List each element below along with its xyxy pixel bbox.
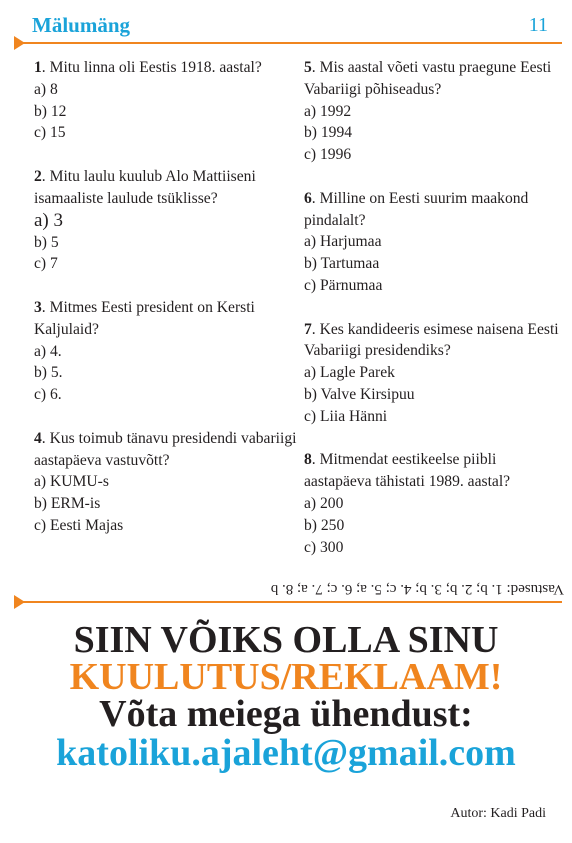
answer-option: a) KUMU-s [34,473,109,491]
answer-option: c) Liia Hänni [304,407,388,425]
answer-option: c) 300 [304,538,344,556]
left-column [34,57,299,559]
ad-highlight: KUULUTUS/REKLAAM! [69,656,503,698]
ad-contact-prompt: Võta meiega ühendust: [99,693,473,735]
answer-option: c) 7 [34,255,58,273]
quiz-question [34,57,299,144]
question-number: 8 [304,451,312,469]
right-column [304,57,566,580]
question-text: . Mitmes Eesti president on Kersti Kaljulaid? [34,298,255,338]
answer-option: b) 12 [34,102,67,120]
answer-option: b) 5. [34,364,63,382]
answer-option: b) Valve Kirsipuu [304,385,415,403]
advertisement-block [0,619,572,774]
author-credit: Autor: Kadi Padi [450,806,546,821]
question-number: 5 [304,59,312,76]
answer-option: a) 1992 [304,102,352,120]
answer-option: a) 8 [34,80,58,98]
question-number: 6 [304,189,312,207]
answer-option: b) ERM-is [34,495,101,513]
quiz-question [304,449,566,558]
ad-rule [16,601,562,603]
arrow-marker-icon [14,36,25,50]
answer-option: c) 6. [34,386,62,404]
answer-option: a) 3 [34,209,64,231]
answer-option: a) 200 [304,494,344,512]
answer-option: c) Pärnumaa [304,276,383,294]
quiz-question [34,297,299,406]
question-text: . Mitmendat eestikeelse piibli aastapäeva tähistati 1989. aastal? [304,451,511,491]
answer-option: a) 4. [34,342,62,360]
answer-option: a) Harjumaa [304,233,382,251]
quiz-question [34,428,299,537]
answer-option: b) 1994 [304,124,353,142]
question-number: 2 [34,167,42,185]
question-text: . Kes kandideeris esimese naisena Eesti Vabariigi presidendiks? [304,320,559,360]
question-text: . Kus toimub tänavu presidendi vabariigi aastapäeva vastuvõtt? [34,429,297,469]
quiz-question [34,166,299,275]
quiz-question [304,188,566,297]
page-number: 11 [528,14,548,36]
question-text: . Mitu linna oli Eestis 1918. aastal? [41,59,262,76]
answer-option: c) 1996 [304,146,352,164]
answer-option: b) 250 [304,516,345,534]
section-title: Mälumäng [32,13,131,37]
header-rule [16,42,562,44]
quiz-question [304,57,566,166]
ad-headline: SIIN VÕIKS OLLA SINU [73,619,499,661]
question-text: . Mitu laulu kuulub Alo Mattiiseni isamaaliste laulude tsüklisse? [34,167,256,207]
question-text: . Milline on Eesti suurim maakond pindalalt? [304,189,529,229]
answer-option: b) 5 [34,233,59,251]
answer-option: a) Lagle Parek [304,364,395,382]
question-number: 4 [34,429,42,447]
answer-option: c) Eesti Majas [34,516,124,534]
answer-option: c) 15 [34,124,66,142]
question-number: 7 [304,320,312,338]
question-number: 3 [34,298,42,316]
quiz-question [304,319,566,428]
arrow-marker-icon [14,595,25,609]
ad-email: katoliku.ajaleht@gmail.com [56,732,516,774]
question-number: 1 [34,59,42,76]
question-text: . Mis aastal võeti vastu praegune Eesti Vabariigi põhiseadus? [304,59,552,98]
answers-upside-down: Vastused: 1. b; 2. b; 3. b; 4. c; 5. a; 6. c; 7. a; 8. b [270,581,564,597]
answer-option: b) Tartumaa [304,255,380,273]
